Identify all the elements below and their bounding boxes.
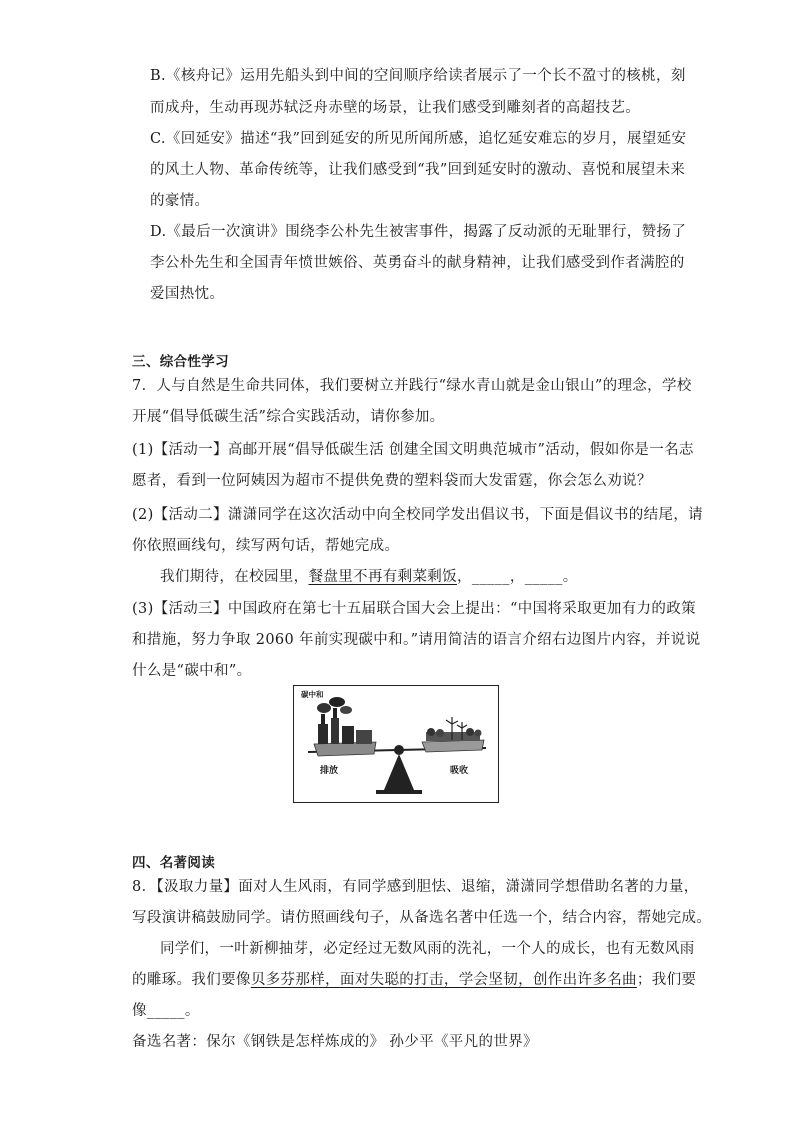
option-b-line-2: 而成舟，生动再现苏轼泛舟赤壁的场景，让我们感受到雕刻者的高超技艺。 xyxy=(150,100,641,116)
q7-line-2: 开展“倡导低碳生活”综合实践活动，请你参加。 xyxy=(132,409,445,425)
option-d-line-1: D.《最后一次演讲》围绕李公朴先生被害事件，揭露了反动派的无耻罪行，赞扬了 xyxy=(150,224,687,240)
option-c-line-2: 的风土人物、革命传统等，让我们感受到“我”回到延安时的激动、喜悦和展望未来 xyxy=(150,162,686,178)
section-4-heading: 四、名著阅读 xyxy=(132,855,216,871)
absorption-label: 吸收 xyxy=(450,766,469,776)
activity-3-line-2: 和措施，努力争取 2060 年前实现碳中和。”请用简洁的语言介绍右边图片内容，并说说 xyxy=(132,632,701,648)
speech-suffix: ；我们要 xyxy=(636,972,697,988)
option-c-line-1: C.《回延安》描述“我”回到延安的所见所闻所感，追忆延安难忘的岁月，展望延安 xyxy=(150,131,687,147)
emission-label: 排放 xyxy=(320,766,339,776)
activity-2-line-1: (2)【活动二】潇潇同学在这次活动中向全校同学发出倡议书，下面是倡议书的结尾，请 xyxy=(132,507,704,523)
balance-scale-illustration xyxy=(294,686,500,804)
activity-2-underlined-sentence: 餐盘里不再有剩菜剩饭 xyxy=(308,569,457,585)
activity-2-prefix: 我们期待，在校园里， xyxy=(160,569,309,585)
carbon-neutral-figure xyxy=(293,685,499,803)
activity-3-line-1: (3)【活动三】中国政府在第七十五届联合国大会上提出：“中国将采取更加有力的政策 xyxy=(132,601,696,617)
q8-line-1: 8．【汲取力量】面对人生风雨，有同学感到胆怯、退缩，潇潇同学想借助名著的力量， xyxy=(132,879,699,895)
option-d-line-2: 李公朴先生和全国青年愤世嫉俗、英勇奋斗的献身精神，让我们感受到作者满腔的 xyxy=(150,255,685,271)
q8-line-2: 写段演讲稿鼓励同学。请仿照画线句子，从备选名著中任选一个，结合内容，帮她完成。 xyxy=(132,910,712,926)
option-d-line-3: 爱国热忱。 xyxy=(150,286,225,302)
q7-line-1: 7．人与自然是生命共同体，我们要树立并践行“绿水青山就是金山银山”的理念，学校 xyxy=(132,378,692,394)
speech-underlined-sentence: 贝多芬那样，面对失聪的打击，学会坚韧，创作出许多名曲 xyxy=(250,972,637,988)
section-3-heading: 三、综合性学习 xyxy=(132,354,229,370)
activity-2-line-3 xyxy=(160,567,578,587)
option-c-line-3: 的豪情。 xyxy=(150,193,210,209)
speech-line-3: 像_____。 xyxy=(132,1003,200,1019)
option-b-line-1: B.《核舟记》运用先船头到中间的空间顺序给读者展示了一个长不盈寸的核桃，刻 xyxy=(150,68,686,84)
activity-1-line-2: 愿者，看到一位阿姨因为超市不提供免费的塑料袋而大发雷霆，你会怎么劝说？ xyxy=(132,473,652,489)
activity-2-line-2: 你依照画线句，续写两句话，帮她完成。 xyxy=(132,538,400,554)
book-options: 备选名著：保尔《钢铁是怎样炼成的》 孙少平《平凡的世界》 xyxy=(132,1034,538,1050)
figure-title: 碳中和 xyxy=(301,690,324,699)
activity-1-line-1: (1)【活动一】高邮开展“倡导低碳生活 创建全国文明典范城市”活动，假如你是一名志 xyxy=(132,442,694,458)
speech-prefix: 的雕琢。我们要像 xyxy=(132,972,251,988)
speech-line-1: 同学们，一叶新柳抽芽，必定经过无数风雨的洗礼，一个人的成长，也有无数风雨 xyxy=(160,941,695,957)
activity-3-line-3: 什么是“碳中和”。 xyxy=(132,663,252,679)
speech-line-2 xyxy=(132,970,696,990)
activity-2-blanks: ，_____，_____。 xyxy=(457,569,578,585)
